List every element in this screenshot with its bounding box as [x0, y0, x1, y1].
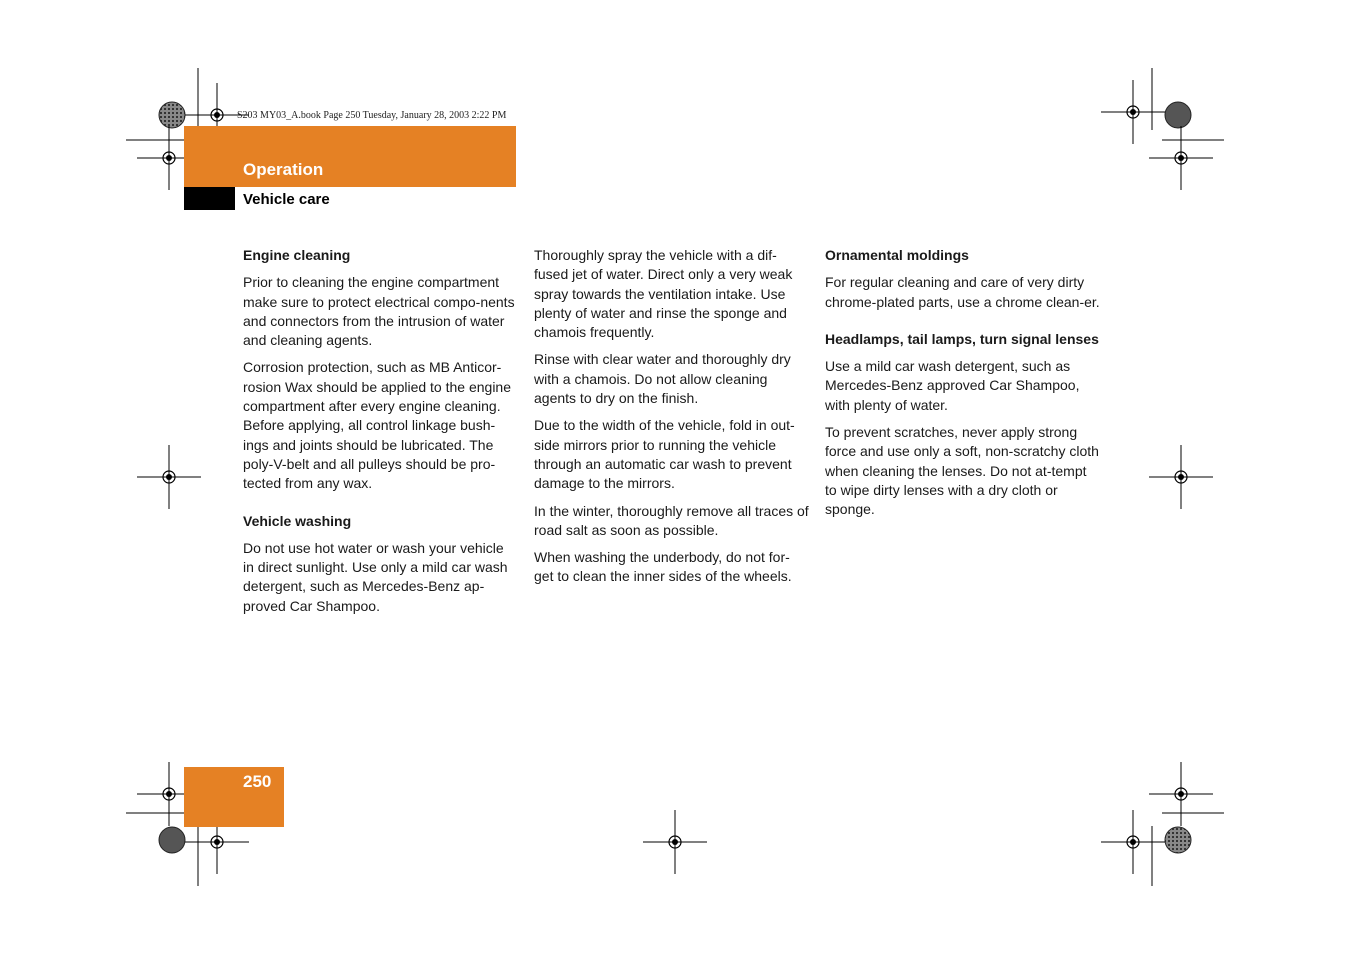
paragraph: Due to the width of the vehicle, fold in out-side mirrors prior to running the vehicle through an automatic car wash to prevent damage to the mirrors.	[534, 417, 795, 492]
text-column-2	[534, 246, 809, 595]
subsection-title: Vehicle care	[243, 191, 330, 208]
text-column-1	[243, 246, 518, 624]
heading-engine-cleaning: Engine cleaning	[243, 247, 351, 263]
heading-ornamental-moldings: Ornamental moldings	[825, 247, 969, 263]
section-band	[184, 126, 516, 187]
text-column-3	[825, 246, 1100, 528]
heading-lamps-lenses: Headlamps, tail lamps, turn signal lenses	[825, 330, 1099, 347]
page-number: 250	[243, 772, 272, 791]
subsection-tab	[184, 187, 235, 210]
paragraph: Use a mild car wash detergent, such as Mercedes-Benz approved Car Shampoo, with plenty of water.	[825, 358, 1080, 413]
paragraph: Corrosion protection, such as MB Anticor-rosion Wax should be applied to the engine compartment after every engine cleaning. Before applying, all control linkage bush-ings and joints should be lubricated. The poly-V-belt and all pulleys should be pro-tected from any wax.	[243, 359, 511, 492]
paragraph: For regular cleaning and care of very dirty chrome-plated parts, use a chrome clean-er.	[825, 274, 1100, 310]
paragraph: In the winter, thoroughly remove all traces of road salt as soon as possible.	[534, 502, 809, 538]
paragraph: Rinse with clear water and thoroughly dry with a chamois. Do not allow cleaning agents to dry on the finish.	[534, 351, 791, 407]
paragraph: To prevent scratches, never apply strong force and use only a soft, non-scratchy cloth when cleaning the lenses. Do not at-tempt to wipe dirty lenses with a dry cloth or sponge.	[825, 424, 1099, 518]
paragraph: Prior to cleaning the engine compartment make sure to protect electrical compo-nents and connectors from the intrusion of water and cleaning agents.	[243, 274, 515, 349]
heading-vehicle-washing: Vehicle washing	[243, 512, 352, 529]
print-header: S203 MY03_A.book Page 250 Tuesday, January 28, 2003 2:22 PM	[237, 110, 507, 121]
paragraph: When washing the underbody, do not for-get to clean the inner sides of the wheels.	[534, 549, 792, 585]
paragraph: Do not use hot water or wash your vehicle in direct sunlight. Use only a mild car wash detergent, such as Mercedes-Benz ap-proved Car Shampoo.	[243, 539, 508, 614]
paragraph: Thoroughly spray the vehicle with a dif-fused jet of water. Direct only a very weak spray towards the ventilation intake. Use plenty of water and rinse the sponge and chamois frequently.	[534, 247, 793, 341]
section-title: Operation	[243, 160, 324, 179]
